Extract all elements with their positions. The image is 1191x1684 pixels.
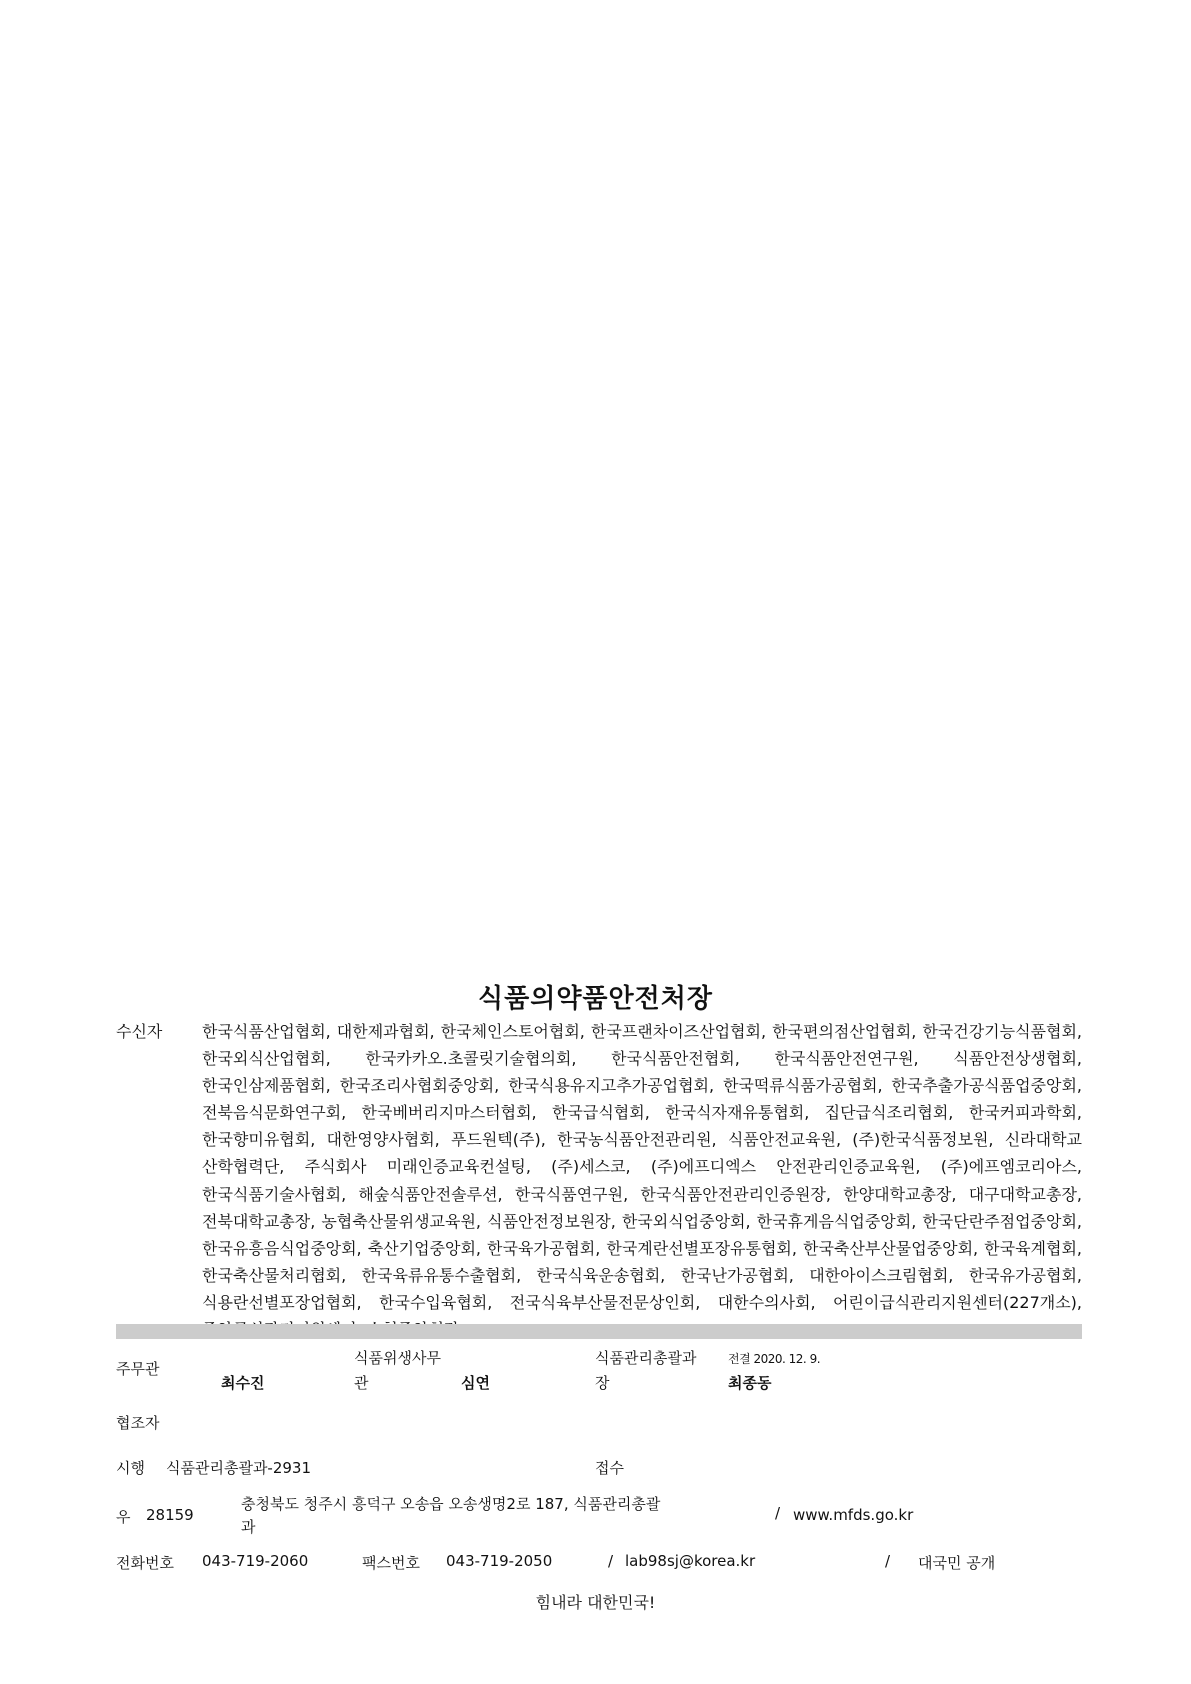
enforcement-label: 시행 xyxy=(116,1459,145,1477)
fax-label: 팩스번호 xyxy=(362,1554,420,1572)
recipients-list: 한국식품산업협회, 대한제과협회, 한국체인스토어협회, 한국프랜차이즈산업협회, 한국편의점산업협회, 한국건강기능식품협회, 한국외식산업협회, 한국카카오.초콜릿기술협의회, 한국식품안전협회, 한국식품안전연구원, 식품안전상생협회, 한국인삼제품협회, 한국조리사협회중앙회, 한국식용유지고추가공업협회, 한국떡류식품가공협회, 한국추출가공식품업중앙회, 전북음식문화연구회, 한국베버리지마스터협회, 한국급식협회, 한국식자재유통협회, 집단급식조리협회, 한국커피과학회, 한국향미유협회, 대한영양사협회, 푸드원텍(주), 한국농식품안전관리원, 식품안전교육원, (주)한국식품정보원, 신라대학교 산학협력단, 주식회사 미래인증교육컨설팅, (주)세스코, (주)에프디엑스 안전관리인증교육원, (주)에프엠코리아스, 한국식품기술사협회, 해숲식품안전솔루션, 한국식품연구원, 한국식품안전관리인증원장, 한양대학교총장, 대구대학교총장, 전북대학교총장, 농협축산물위생교육원, 식품안전정보원장, 한국외식업중앙회, 한국휴게음식업중앙회, 한국단란주점업중앙회, 한국유흥음식업중앙회, 축산기업중앙회, 한국육가공협회, 한국계란선별포장유통협회, 한국축산부산물업중앙회, 한국육계협회, 한국축산물처리협회, 한국육류유통수출협회, 한국식육운송협회, 한국난가공협회, 대한아이스크림협회, 한국유가공협회, 식용란선별포장업협회, 한국수입육협회, 전국식육부산물전문상인회, 대한수의사회, 어린이급식관리지원센터(227개소), xyxy=(202,1022,1082,1312)
divider-bar xyxy=(116,1324,1082,1339)
contact-separator-2: / xyxy=(885,1552,891,1570)
drafter-title: 주무관 xyxy=(116,1360,160,1378)
contact-separator-1: / xyxy=(608,1552,614,1570)
postal-code: 28159 xyxy=(146,1506,194,1524)
address-line2: 과 xyxy=(241,1518,256,1536)
approver-name: 최종동 xyxy=(728,1374,772,1392)
reviewer-title-line1: 식품위생사무 xyxy=(354,1349,441,1367)
issuer-title: 식품의약품안전처장 xyxy=(477,984,714,1014)
enforcement-number: 식품관리총괄과-2931 xyxy=(166,1459,312,1477)
reviewer-title-line2: 관 xyxy=(354,1374,369,1392)
receipt-label: 접수 xyxy=(595,1459,624,1477)
phone-label: 전화번호 xyxy=(116,1554,174,1572)
approver-title-line1: 식품관리총괄과 xyxy=(595,1349,697,1367)
email-link[interactable]: lab98sj@korea.kr xyxy=(625,1552,756,1570)
approver-final-date: 전결 2020. 12. 9. xyxy=(728,1352,821,1366)
address-separator: / xyxy=(775,1504,781,1522)
website-link[interactable]: www.mfds.go.kr xyxy=(793,1506,914,1524)
fax-number: 043-719-2050 xyxy=(446,1552,553,1570)
phone-number: 043-719-2060 xyxy=(202,1552,309,1570)
recipients-label: 수신자 xyxy=(116,1022,163,1041)
postal-label: 우 xyxy=(116,1508,131,1526)
cooperator-label: 협조자 xyxy=(116,1414,160,1432)
reviewer-name: 심연 xyxy=(461,1374,490,1392)
footer-slogan: 힘내라 대한민국! xyxy=(535,1593,656,1612)
address-line1: 충청북도 청주시 흥덕구 오송읍 오송생명2로 187, 식품관리총괄 xyxy=(241,1495,661,1513)
drafter-name: 최수진 xyxy=(221,1374,265,1392)
approver-title-line2: 장 xyxy=(595,1374,610,1392)
disclosure-status: 대국민 공개 xyxy=(918,1554,996,1572)
